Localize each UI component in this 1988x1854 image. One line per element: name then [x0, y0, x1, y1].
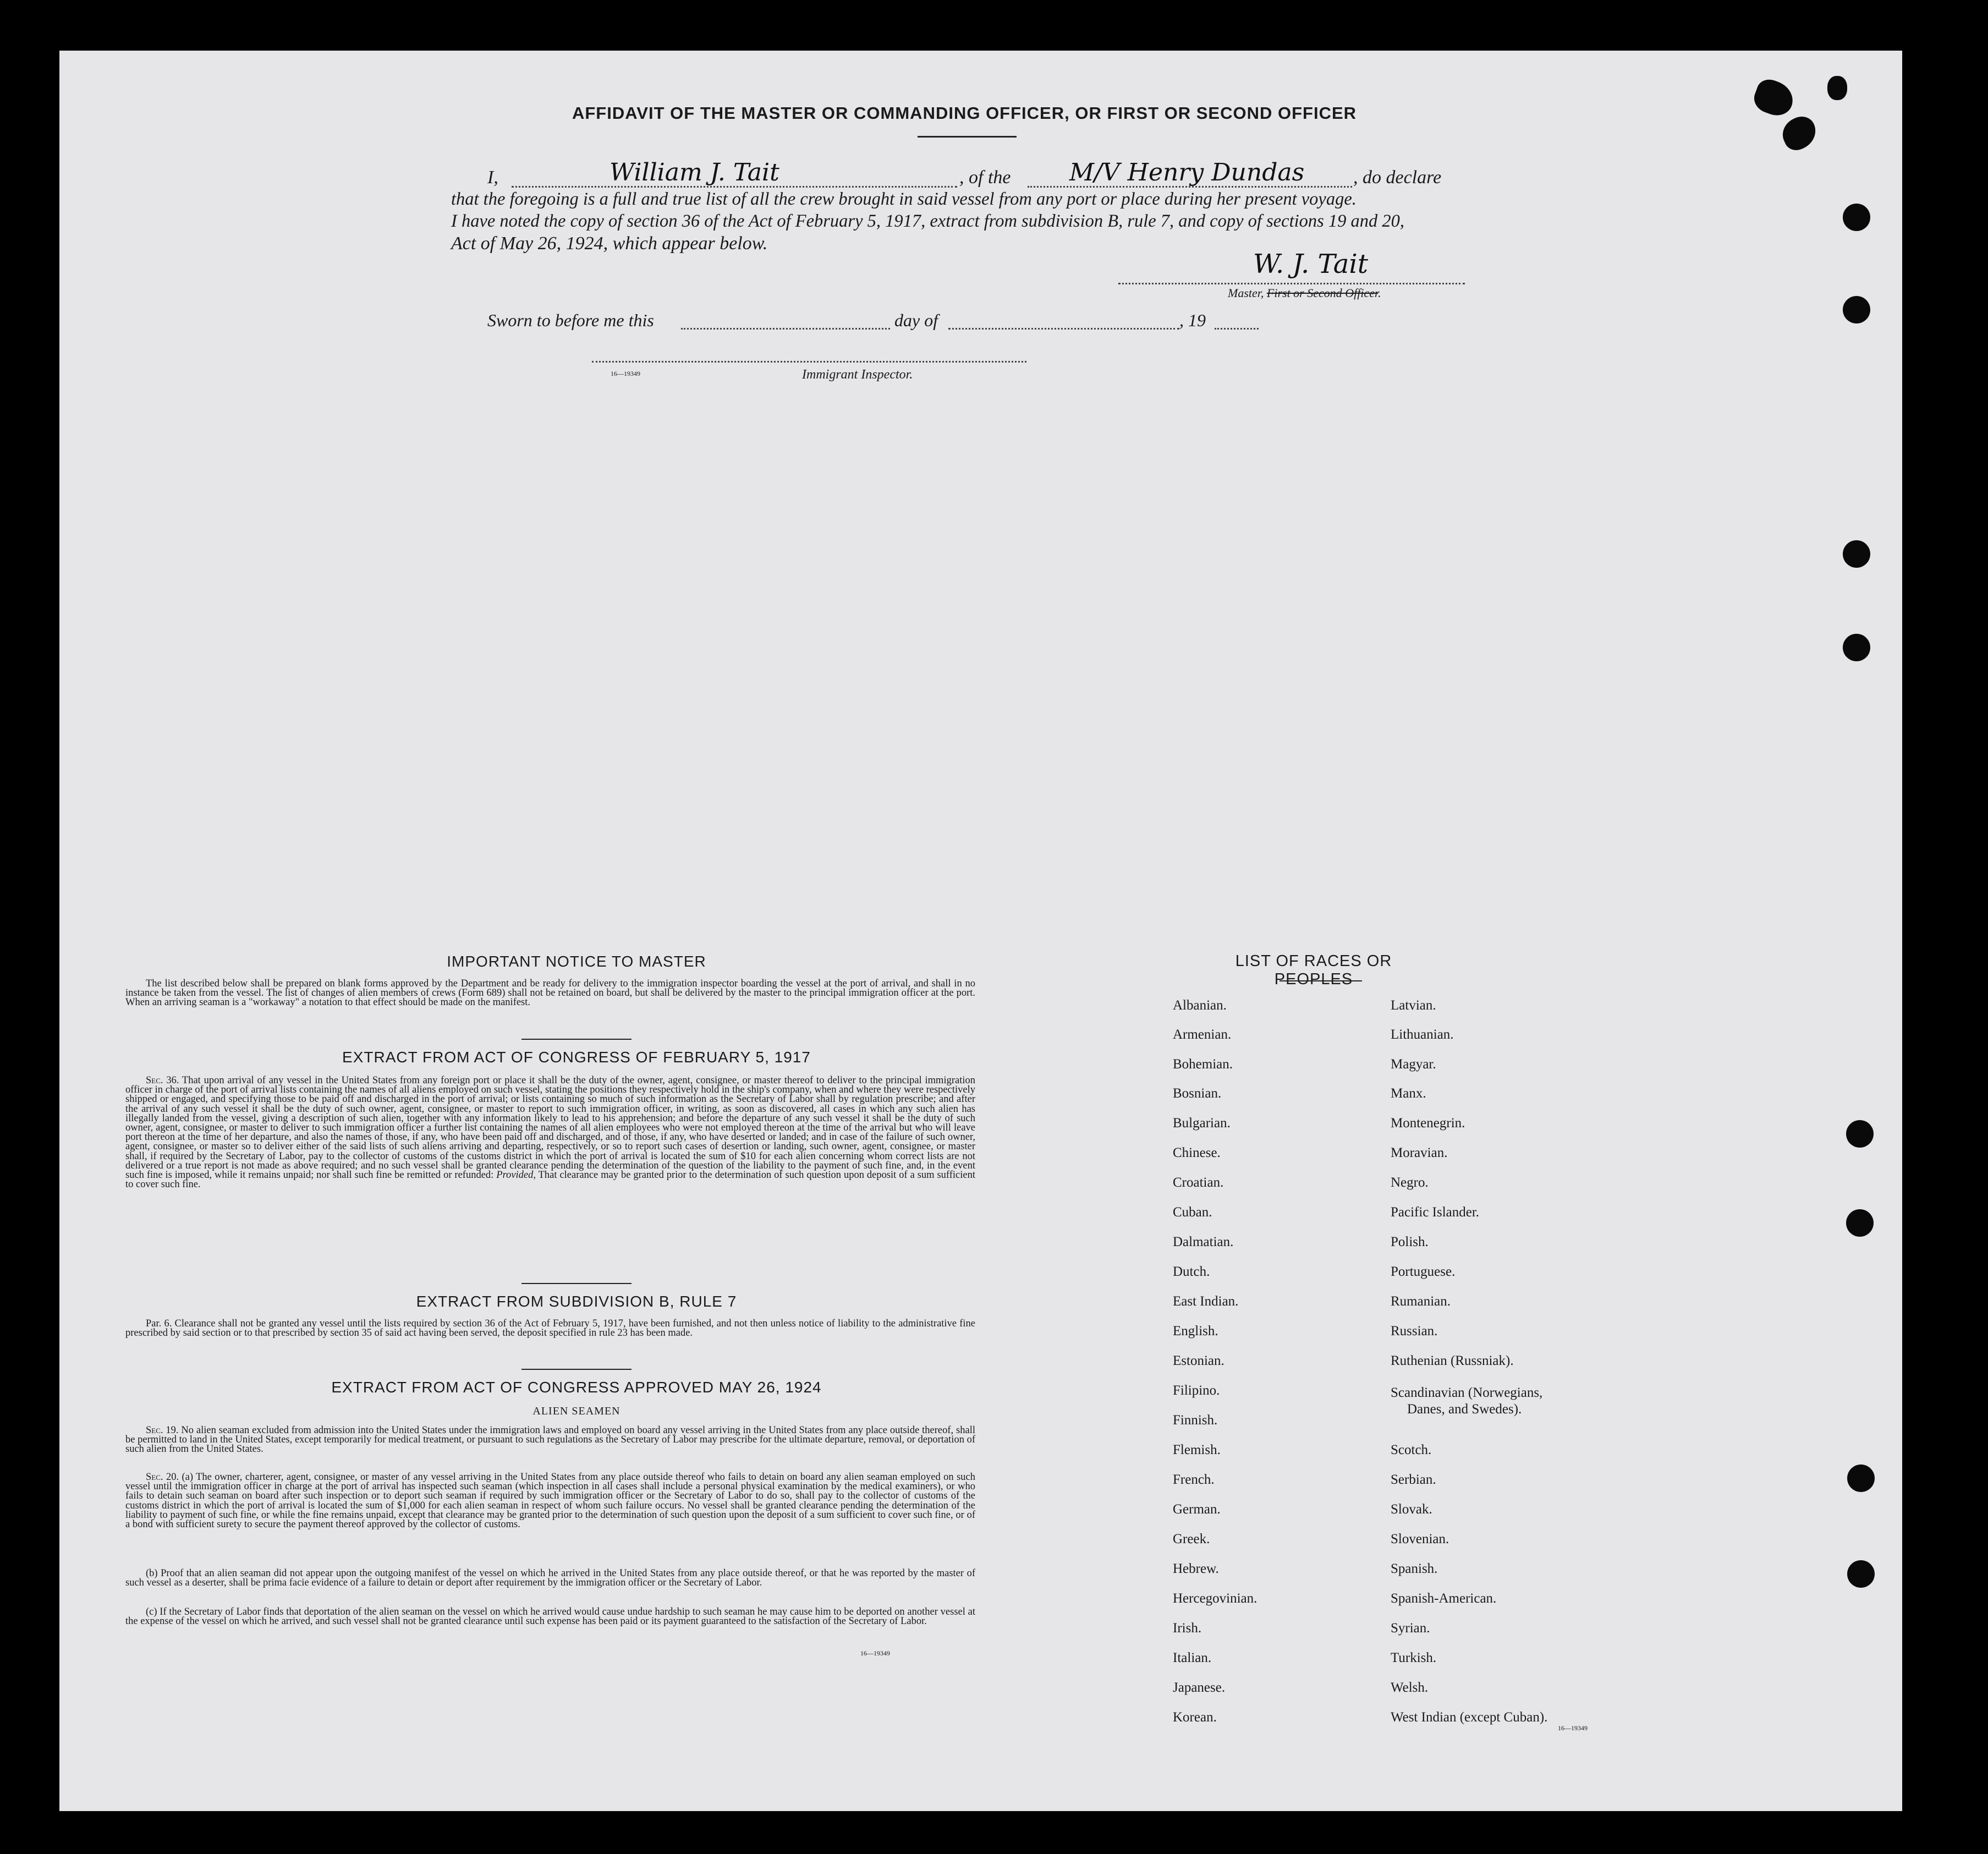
sec36-label: Sec. 36.	[146, 1075, 179, 1086]
race-item: Hercegovinian.	[1173, 1591, 1257, 1606]
race-item: Bosnian.	[1173, 1086, 1222, 1101]
race-item: Finnish.	[1173, 1413, 1218, 1428]
race-item: Bohemian.	[1173, 1057, 1233, 1072]
affidavit-line3: I have noted the copy of section 36 of the Act of February 5, 1917, extract from subdivision B, rule 7, and copy of sections 19 and 20,	[451, 211, 1405, 231]
sworn-label: Sworn to before me this	[487, 310, 654, 330]
race-item: Dutch.	[1173, 1264, 1210, 1279]
race-item: Korean.	[1173, 1710, 1217, 1725]
title-rule	[918, 136, 1017, 138]
race-item: Hebrew.	[1173, 1561, 1219, 1576]
signature-caption: Master, First or Second Officer.	[1228, 286, 1381, 300]
race-item: Estonian.	[1173, 1353, 1224, 1368]
rule7-body: Par. 6. Clearance shall not be granted any vessel until the lists required by section 36 of the Act of February 5, 1917, have been furnished, and not then unless notice of liability to the administrative fine prescribed by said section or to that prescribed by section 35 of said act having been served, the deposit specified in rule 23 has been made.	[125, 1318, 975, 1339]
affidavit-line1-i: I,	[487, 167, 498, 188]
race-item: Danes, and Swedes).	[1407, 1402, 1522, 1417]
alien-seamen-subtitle: ALIEN SEAMEN	[532, 1405, 620, 1417]
race-item: East Indian.	[1173, 1294, 1239, 1309]
sec36-body-end: That clearance may be granted prior to the determination of such question upon deposit of a sum sufficient to cover such fine.	[125, 1170, 976, 1191]
sec20c-text	[125, 1608, 975, 1626]
caption-struck-officer: First or Second Officer	[1266, 286, 1379, 300]
race-item: Albanian.	[1173, 998, 1227, 1013]
race-item: Japanese.	[1173, 1680, 1226, 1695]
race-item: Spanish-American.	[1391, 1591, 1497, 1606]
race-item: Scotch.	[1391, 1442, 1432, 1457]
notice-text-body: The list described below shall be prepared on blank forms approved by the Department and be ready for delivery to the immigration inspector boarding the vessel at the port of arrival, and shall in no instance be taken from the vessel. The list of changes of alien members of crews (Form 689) shall not be retained on board, but shall be delivered by the master to the principal immigration officer at the port. When an arriving seaman is a "workaway" a notation to that effect should be made on the manifest.	[125, 978, 975, 1008]
race-item: Chinese.	[1173, 1145, 1221, 1160]
sworn-day-of: day of	[894, 310, 938, 330]
affidavit-line2: that the foregoing is a full and true list of all the crew brought in said vessel from any port or place during her present voyage.	[451, 189, 1357, 209]
sec36-body: That upon arrival of any vessel in the United States from any foreign port or place it shall be the duty of the owner, agent, consignee, or master thereof to deliver to the principal immigration officer in charge of the port of arrival lists containing the names of all aliens employed on such vessel, stating the positions they respectively hold in the ship's company, when and where they were respectively shipped or engaged, and specifying those to be paid off and discharged in the port of arrival; or lists containing so much of such information as the Secretary of Labor shall by regulation prescribe; and after the arrival of any such vessel it shall be the duty of such owner, agent, consignee, or master to report to such immigration officer, in writing, as soon as discovered, all cases in which any such alien has illegally landed from the vessel, giving a description of such alien, together with any information likely to lead to his apprehension; and before the departure of any such vessel it shall be the duty of such owner, agent, consignee, or master to deliver to such immigration officer a further list containing the names of all alien employees who were not employed thereon at the time of the arrival but who will leave port thereon at the time of her departure, and also the names of those, if any, who have been paid off and discharged, and of those, if any, who have deserted or landed; and in case of the failure of such owner, agent, consignee, or master so to deliver either of the said lists of such aliens arriving and departing, respectively, or so to report such cases of desertion or landing, such owner, agent, consignee, or master shall, if required by the Secretary of Labor, pay to the collector of customs of the customs district in which the port of arrival is located the sum of $10 for each alien concerning whom correct lists are not delivered or a true report is not made as above required; and no such vessel shall be granted clearance pending the determination of the question of the liability to the payment of such fine, and, in the event such fine is imposed, while it remains unpaid; nor shall such fine be remitted or refunded:	[125, 1075, 975, 1181]
race-item: Ruthenian (Russniak).	[1391, 1353, 1514, 1368]
sec19-text	[125, 1426, 975, 1455]
race-item: Montenegrin.	[1391, 1116, 1465, 1131]
caption-master: Master,	[1228, 286, 1264, 300]
sec20b-body: (b) Proof that an alien seaman did not appear upon the outgoing manifest of the vessel on which he arrived in the United States from any place outside thereof, or that he was reported by the master of such vessel as a deserter, shall be prima facie evidence of a failure to detain or deport after requirement by the immigration officer or the Secretary of Labor.	[125, 1568, 975, 1589]
sec20-label: Sec. 20.	[146, 1472, 179, 1483]
sec20c-body: (c) If the Secretary of Labor finds that deportation of the alien seaman on the vessel on which he arrived would cause undue hardship to such seaman he may cause him to be deported on another vessel at the expense of the vessel on which he arrived, and such vessel shall not be granted clearance until such expense has been paid or its payment guaranteed to the satisfaction of the Secretary of Labor.	[125, 1606, 975, 1627]
sec19-label: Sec. 19.	[146, 1425, 179, 1436]
race-item: Irish.	[1173, 1621, 1202, 1636]
master-name-handwritten: William J. Tait	[609, 158, 779, 187]
section-rule	[521, 1369, 631, 1370]
races-title-rule	[1279, 980, 1362, 981]
sec19-body: No alien seaman excluded from admission into the United States under the immigration laws and employed on board any vessel arriving in the United States from any place outside thereof, shall be permitted to land in the United States, except temporarily for medical treatment, or pursuant to such regulations as the Secretary of Labor may prescribe for the ultimate departure, removal, or deportation of such alien from the United States.	[125, 1425, 975, 1455]
punch-hole	[1846, 1209, 1874, 1237]
race-item: Slovenian.	[1391, 1532, 1449, 1546]
sworn-year-line	[1215, 310, 1259, 330]
race-item: Cuban.	[1173, 1205, 1212, 1220]
race-item: Bulgarian.	[1173, 1116, 1231, 1131]
affidavit-title: AFFIDAVIT OF THE MASTER OR COMMANDING OFFICER, OR FIRST OR SECOND OFFICER	[572, 103, 1357, 123]
race-item: Scandinavian (Norwegians,	[1391, 1385, 1543, 1400]
race-item: Manx.	[1391, 1086, 1426, 1101]
affidavit-do-declare: , do declare	[1353, 167, 1442, 188]
extract-rule7-text	[125, 1319, 975, 1338]
form-number-notice: 16—19349	[860, 1649, 890, 1657]
race-item: Filipino.	[1173, 1383, 1220, 1398]
notice-title: IMPORTANT NOTICE TO MASTER	[447, 953, 706, 970]
affidavit-of-the: , of the	[959, 167, 1011, 188]
form-number-top: 16—19349	[611, 370, 640, 377]
race-item: Italian.	[1173, 1650, 1212, 1665]
race-item: English.	[1173, 1324, 1218, 1339]
sec36-provided: Provided,	[496, 1170, 536, 1181]
extract-1924-title: EXTRACT FROM ACT OF CONGRESS APPROVED MAY 26, 1924	[331, 1379, 822, 1396]
form-number-races: 16—19349	[1558, 1724, 1588, 1732]
race-item: Moravian.	[1391, 1145, 1448, 1160]
race-item: Syrian.	[1391, 1621, 1430, 1636]
race-item: Croatian.	[1173, 1175, 1224, 1190]
races-title: LIST OF RACES OR PEOPLES	[1235, 952, 1392, 988]
sec20a-body: (a) The owner, charterer, agent, consignee, or master of any vessel arriving in the United States from any place outside thereof who fails to detain on board any alien seaman employed on such vessel until the immigration officer in charge at the port of arrival has inspected such seaman (which inspection in all cases shall include a personal physical examination by the medical examiners), or who fails to detain such seaman on board after such inspection or to deport such seaman if required by such immigration officer or the Secretary of Labor to do so, shall pay to the collector of customs of the customs district in which the port of arrival is located the sum of $1,000 for each alien seaman in respect of whom such failure occurs. No vessel shall be granted clearance pending the determination of the liability to payment of such fine, or while the fine remains unpaid, except that clearance may be granted prior to the determination of such question upon the deposit of a sum sufficient to cover such fine, or of a bond with sufficient surety to secure the payment thereof approved by the collector of customs.	[125, 1472, 975, 1531]
race-item: Russian.	[1391, 1324, 1438, 1339]
notice-text	[125, 979, 975, 1008]
race-item: Negro.	[1391, 1175, 1429, 1190]
sworn-year-prefix: , 19	[1179, 310, 1206, 330]
punch-hole	[1843, 540, 1870, 568]
race-item: Dalmatian.	[1173, 1235, 1234, 1249]
race-item: German.	[1173, 1502, 1221, 1517]
sworn-day-line	[681, 310, 890, 330]
punch-hole	[1846, 1120, 1874, 1148]
race-item: Portuguese.	[1391, 1264, 1456, 1279]
race-item: French.	[1173, 1472, 1215, 1487]
sec20b-text	[125, 1569, 975, 1588]
race-item: Welsh.	[1391, 1680, 1429, 1695]
race-item: Serbian.	[1391, 1472, 1436, 1487]
extract-rule7-title: EXTRACT FROM SUBDIVISION B, RULE 7	[416, 1293, 737, 1310]
race-item: Armenian.	[1173, 1027, 1232, 1042]
race-item: West Indian (except Cuban).	[1391, 1710, 1548, 1725]
sec20a-text	[125, 1473, 975, 1529]
race-item: Pacific Islander.	[1391, 1205, 1480, 1220]
vessel-name-handwritten: M/V Henry Dundas	[1069, 158, 1305, 187]
ink-blot	[1827, 76, 1847, 100]
section-rule	[521, 1283, 631, 1284]
punch-hole	[1847, 1560, 1875, 1588]
race-item: Lithuanian.	[1391, 1027, 1454, 1042]
race-item: Slovak.	[1391, 1502, 1432, 1517]
race-item: Flemish.	[1173, 1442, 1221, 1457]
document-page	[59, 51, 1902, 1811]
inspector-label: Immigrant Inspector.	[802, 367, 913, 382]
affidavit-line4: Act of May 26, 1924, which appear below.	[451, 233, 768, 254]
race-item: Latvian.	[1391, 998, 1436, 1013]
race-item: Turkish.	[1391, 1650, 1437, 1665]
punch-hole	[1843, 204, 1870, 231]
race-item: Magyar.	[1391, 1057, 1436, 1072]
punch-hole	[1843, 296, 1870, 323]
extract-1917-text	[125, 1076, 975, 1189]
extract-1917-title: EXTRACT FROM ACT OF CONGRESS OF FEBRUARY 5, 1917	[342, 1049, 811, 1066]
punch-hole	[1843, 634, 1870, 661]
race-item: Polish.	[1391, 1235, 1429, 1249]
signature-handwritten: W. J. Tait	[1253, 249, 1369, 279]
section-rule	[521, 1039, 631, 1040]
race-item: Greek.	[1173, 1532, 1210, 1546]
sworn-month-line	[948, 310, 1179, 330]
inspector-line	[592, 353, 1026, 363]
punch-hole	[1847, 1464, 1875, 1492]
race-item: Rumanian.	[1391, 1294, 1451, 1309]
race-item: Spanish.	[1391, 1561, 1438, 1576]
